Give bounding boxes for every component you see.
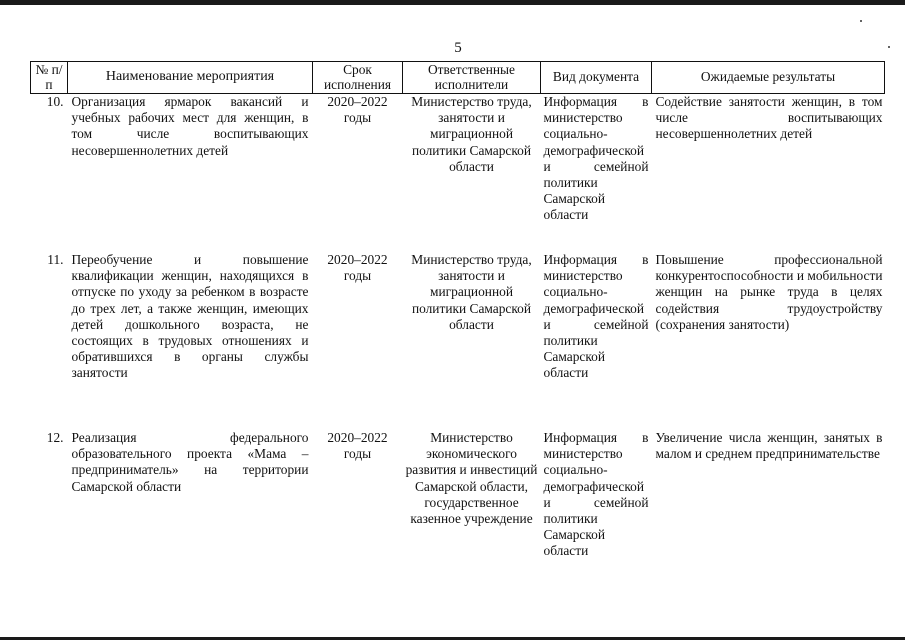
header-results: Ожидаемые результаты bbox=[652, 62, 885, 94]
measure-name: Реализация федерального образовательного проекта «Мама – предприниматель» на территории Самарской области bbox=[71, 430, 309, 494]
scan-speck bbox=[860, 20, 862, 22]
table-row bbox=[31, 250, 885, 430]
measure-results: Повышение профессиональной конкурентоспособности и мобильности женщин на рынке труда в целях содействия трудоустройству (сохранения занятости) bbox=[655, 252, 883, 332]
table-row bbox=[31, 430, 885, 600]
measure-doc-type: Информация в министерство социально-демографической и семейной политики Самарской области bbox=[543, 430, 649, 559]
table-row bbox=[31, 94, 885, 251]
measures-table bbox=[30, 61, 885, 600]
row-number: 11. bbox=[47, 252, 64, 267]
measure-responsible: Министерство экономического развития и инвестиций Самарской области, государственное казенное учреждение bbox=[405, 430, 538, 527]
page-number: 5 bbox=[454, 40, 462, 56]
measure-doc-type: Информация в министерство социально-демографической и семейной политики Самарской области bbox=[543, 252, 649, 381]
measure-name: Организация ярмарок вакансий и учебных рабочих мест для женщин, в том числе воспитывающих несовершеннолетних детей bbox=[71, 94, 309, 158]
header-name: Наименование мероприятия bbox=[68, 62, 313, 94]
row-number: 10. bbox=[46, 94, 64, 109]
measure-term: 2020–2022 годы bbox=[327, 430, 388, 462]
measure-responsible: Министерство труда, занятости и миграционной политики Самарской области bbox=[411, 252, 532, 332]
measure-term: 2020–2022 годы bbox=[327, 252, 388, 284]
scan-speck bbox=[888, 46, 890, 48]
row-number: 12. bbox=[46, 430, 64, 445]
table-header-row bbox=[31, 62, 885, 94]
measure-doc-type: Информация в министерство социально-демографической и семейной политики Самарской области bbox=[543, 94, 649, 223]
measure-name: Переобучение и повышение квалификации женщин, находящихся в отпуске по уходу за ребенком в возрасте до трех лет, а также женщин, имеющих детей дошкольного возраста, не состоящих в трудовых отношениях и обратившихся в органы службы занятости bbox=[71, 252, 309, 381]
header-doc-type: Вид документа bbox=[541, 62, 652, 94]
scan-top-border bbox=[0, 0, 905, 5]
measure-results: Увеличение числа женщин, занятых в малом и среднем предпринимательстве bbox=[655, 430, 883, 462]
header-responsible: Ответственные исполнители bbox=[403, 62, 541, 94]
measure-term: 2020–2022 годы bbox=[327, 94, 388, 126]
header-term: Срок исполнения bbox=[313, 62, 403, 94]
measure-results: Содействие занятости женщин, в том числе воспитывающих несовершеннолетних детей bbox=[655, 94, 883, 142]
measure-responsible: Министерство труда, занятости и миграционной политики Самарской области bbox=[411, 94, 532, 174]
header-num: № п/п bbox=[31, 62, 68, 94]
